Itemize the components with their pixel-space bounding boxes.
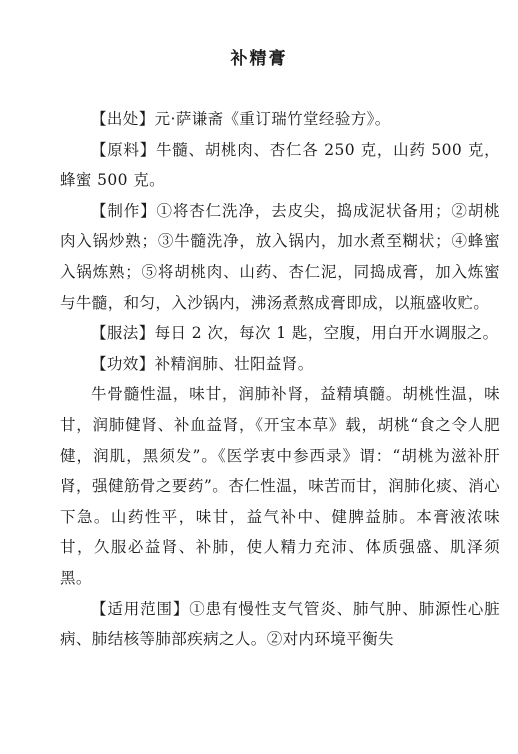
article-body bbox=[60, 104, 500, 655]
paragraph-efficacy: 【功效】补精润肺、壮阳益肾。 bbox=[91, 354, 314, 373]
paragraph-preparation: 【制作】①将杏仁洗净，去皮尖，捣成泥状备用；②胡桃肉入锅炒熟；③牛髓洗净，放入锅内，加水煮至糊状；④蜂蜜入锅炼熟；⑤将胡桃肉、山药、杏仁泥，同捣成膏，加入炼蜜与牛髓，和匀，入沙锅内，沸汤煮熬成膏即成，以瓶盛收贮。 bbox=[60, 201, 500, 312]
paragraph-ingredients: 【原料】牛髓、胡桃肉、杏仁各 250 克，山药 500 克，蜂蜜 500 克。 bbox=[60, 140, 500, 190]
paragraph-dosage: 【服法】每日 2 次，每次 1 匙，空腹，用白开水调服之。 bbox=[91, 324, 499, 343]
page-title: 补精膏 bbox=[230, 49, 288, 69]
paragraph-source: 【出处】元·萨谦斋《重订瑞竹堂经验方》。 bbox=[91, 110, 391, 128]
paragraph-explanation: 牛骨髓性温，味甘，润肺补肾，益精填髓。胡桃性温，味甘，润肺健肾、补血益肾，《开宝本草》载，胡桃“食之令人肥健，润肌，黑须发”。《医学衷中参西录》谓：“胡桃为滋补肝肾，强健筋骨之要药”。杏仁性温，味苦而甘，润肺化痰、消心下急。山药性平，味甘，益气补中、健脾益肺。本膏液浓味甘，久服必益肾、补肺，使人精力充沛、体质强盛、肌泽须黑。 bbox=[60, 385, 500, 587]
paragraph-indications: 【适用范围】①患有慢性支气管炎、肺气肿、肺源性心脏病、肺结核等肺部疾病之人。②对内环境平衡失 bbox=[60, 599, 500, 649]
